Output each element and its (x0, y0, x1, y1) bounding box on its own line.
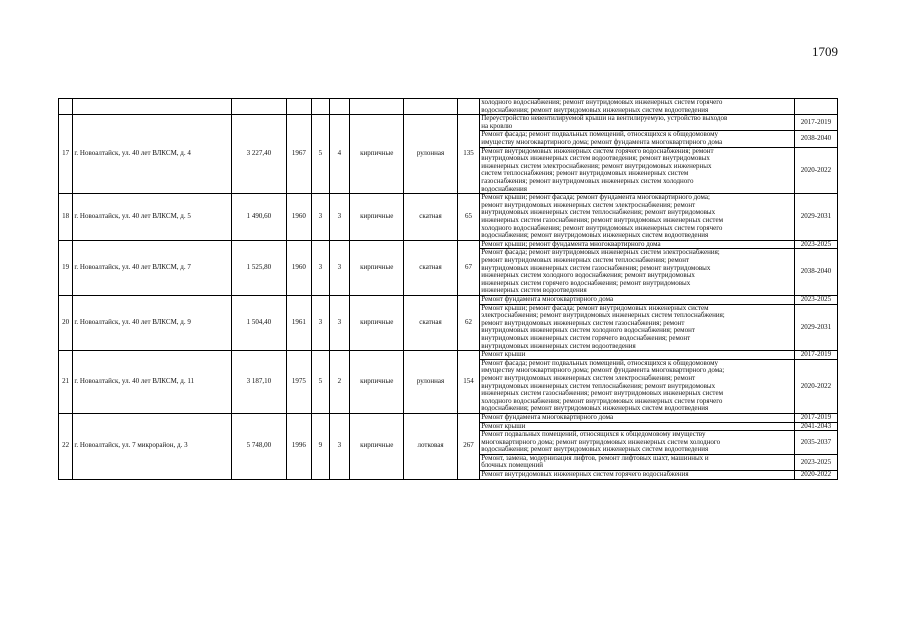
work-description-cell (480, 147, 795, 194)
table-row (59, 99, 838, 115)
work-description-line: блочных помещений (481, 461, 544, 470)
work-description-line: электроснабжения; ремонт внутридомовых инженерных систем теплоснабжения; (481, 311, 725, 320)
wall-material-cell: кирпичные (350, 194, 404, 241)
address-cell: г. Новоалтайск, ул. 40 лет ВЛКСМ, д. 7 (73, 240, 232, 295)
table-row (59, 295, 838, 304)
table-row (59, 413, 838, 422)
address-cell (73, 99, 232, 115)
work-description-line: Ремонт фасада; ремонт подвальных помещений, относящихся к общедомовому (481, 359, 719, 367)
work-description-cell (480, 413, 795, 422)
repair-period-cell (794, 99, 837, 115)
work-description-line: Ремонт крыши (481, 350, 526, 359)
row-number (59, 99, 73, 115)
residents-count-cell: 154 (457, 351, 480, 414)
work-description-line: инженерных систем газоснабжения; ремонт внутридомовых инженерных систем (481, 215, 724, 224)
work-description-cell (480, 359, 795, 413)
work-description-cell (480, 249, 795, 296)
repair-period-cell: 2017-2019 (794, 351, 837, 360)
roof-type-cell: лотковая (404, 413, 457, 479)
work-description-line: на кровлю (481, 121, 513, 130)
floors-cell: 3 (312, 194, 329, 241)
work-description-line: внутридомовых инженерных систем холодного водоснабжения; ремонт (481, 326, 695, 335)
work-description-line: Ремонт внутридомовых инженерных систем горячего водоснабжения; ремонт (481, 147, 714, 155)
residents-count-cell: 135 (457, 115, 480, 194)
work-description-line: водоснабжения; ремонт внутридомовых инженерных систем водоотведения (481, 445, 709, 454)
work-description-line: ремонт внутридомовых инженерных систем электроснабжения; ремонт (481, 373, 696, 382)
residents-count-cell: 267 (457, 413, 480, 479)
floors-cell: 9 (312, 413, 329, 479)
area-cell: 3 187,10 (232, 351, 286, 414)
work-description-line: водоснабжения; ремонт внутридомовых инженерных систем водоотведения (481, 105, 709, 114)
work-description-line: ремонт внутридомовых инженерных систем электроснабжения; ремонт (481, 200, 696, 209)
wall-material-cell: кирпичные (350, 295, 404, 350)
entrances-cell: 4 (329, 115, 350, 194)
repair-period-cell: 2029-2031 (794, 304, 837, 351)
work-description-line: Ремонт подвальных помещений, относящихся к общедомовому имуществу (481, 430, 706, 439)
work-description-line: Ремонт фасада; ремонт внутридомовых инженерных систем электроснабжения; (481, 248, 720, 257)
repair-period-cell: 2038-2040 (794, 131, 837, 147)
year-cell: 1961 (286, 295, 312, 350)
wall-material-cell: кирпичные (350, 115, 404, 194)
table-row (59, 194, 838, 241)
work-description-line: ремонт внутридомовых инженерных систем теплоснабжения; ремонт (481, 255, 690, 264)
work-description-cell (480, 131, 795, 147)
year-cell (286, 99, 312, 115)
row-number: 19 (59, 240, 73, 295)
work-description-cell (480, 99, 795, 115)
work-description-line: внутридомовых инженерных систем теплоснабжения; ремонт внутридомовых (481, 208, 716, 217)
roof-type-cell: скатная (404, 240, 457, 295)
work-description-line: систем теплоснабжения; ремонт внутридомовых инженерных систем (481, 169, 689, 178)
wall-material-cell (350, 99, 404, 115)
work-description-cell (480, 471, 795, 480)
roof-type-cell: скатная (404, 194, 457, 241)
repair-period-cell: 2029-2031 (794, 194, 837, 241)
roof-type-cell: рулонная (404, 351, 457, 414)
work-description-line: Ремонт крыши; ремонт фундамента многоквартирного дома (481, 240, 661, 248)
year-cell: 1960 (286, 194, 312, 241)
repair-period-cell: 2020-2022 (794, 147, 837, 194)
area-cell: 3 227,40 (232, 115, 286, 194)
repair-period-cell: 2020-2022 (794, 471, 837, 480)
work-description-line: холодного водоснабжения; ремонт внутридомовых инженерных систем горячего (481, 98, 723, 106)
work-description-line: внутридомовых инженерных систем горячего водоснабжения; ремонт (481, 333, 691, 342)
residents-count-cell: 65 (457, 194, 480, 241)
area-cell: 1 490,60 (232, 194, 286, 241)
year-cell: 1967 (286, 115, 312, 194)
page-number: 1709 (812, 44, 838, 59)
repair-period-cell: 2020-2022 (794, 359, 837, 413)
row-number: 20 (59, 295, 73, 350)
repair-period-cell: 2023-2025 (794, 295, 837, 304)
floors-cell: 3 (312, 295, 329, 350)
roof-type-cell: скатная (404, 295, 457, 350)
roof-type-cell (404, 99, 457, 115)
work-description-cell (480, 304, 795, 351)
work-description-line: холодного водоснабжения; ремонт внутридомовых инженерных систем горячего (481, 223, 723, 232)
repair-period-cell: 2041-2043 (794, 422, 837, 431)
table-row (59, 351, 838, 360)
entrances-cell: 3 (329, 413, 350, 479)
work-description-line: водоснабжения; ремонт внутридомовых инженерных систем водоотведения (481, 404, 709, 413)
area-cell: 5 748,00 (232, 413, 286, 479)
residents-count-cell (457, 99, 480, 115)
work-description-line: Ремонт внутридомовых инженерных систем горячего водоснабжения (481, 470, 689, 479)
entrances-cell: 2 (329, 351, 350, 414)
repair-period-cell: 2017-2019 (794, 413, 837, 422)
repair-period-cell: 2035-2037 (794, 431, 837, 455)
entrances-cell: 3 (329, 295, 350, 350)
work-description-line: Ремонт фасада; ремонт подвальных помещений, относящихся к общедомовому (481, 130, 719, 139)
floors-cell (312, 99, 329, 115)
wall-material-cell: кирпичные (350, 351, 404, 414)
work-description-line: Переустройство невентилируемой крыши на вентилируемую, устройство выходов (481, 114, 728, 123)
work-description-line: инженерных систем электроснабжения; ремонт внутридомовых инженерных (481, 161, 712, 170)
work-description-line: внутридомовых инженерных систем теплоснабжения; ремонт внутридомовых (481, 381, 716, 390)
area-cell: 1 504,40 (232, 295, 286, 350)
residents-count-cell: 67 (457, 240, 480, 295)
address-cell: г. Новоалтайск, ул. 40 лет ВЛКСМ, д. 4 (73, 115, 232, 194)
work-description-cell (480, 351, 795, 360)
floors-cell: 3 (312, 240, 329, 295)
registry-body (59, 99, 838, 480)
work-description-line: имуществу многоквартирного дома; ремонт фундамента многоквартирного дома; (481, 366, 725, 375)
work-description-cell (480, 115, 795, 131)
residents-count-cell: 62 (457, 295, 480, 350)
row-number: 17 (59, 115, 73, 194)
work-description-cell (480, 295, 795, 304)
repair-period-cell: 2023-2025 (794, 240, 837, 249)
work-description-line: инженерных систем водоотведения (481, 286, 587, 295)
address-cell: г. Новоалтайск, ул. 40 лет ВЛКСМ, д. 5 (73, 194, 232, 241)
work-description-cell (480, 194, 795, 241)
work-description-line: ремонт внутридомовых инженерных систем газоснабжения; ремонт (481, 318, 685, 327)
work-description-line: Ремонт, замена, модернизация лифтов, ремонт лифтовых шахт, машинных и (481, 454, 709, 462)
entrances-cell (329, 99, 350, 115)
roof-type-cell: рулонная (404, 115, 457, 194)
row-number: 22 (59, 413, 73, 479)
area-cell (232, 99, 286, 115)
work-description-line: Ремонт фундамента многоквартирного дома (481, 295, 614, 303)
repair-period-cell: 2023-2025 (794, 454, 837, 470)
work-description-line: водоснабжения; ремонт внутридомовых инженерных систем водоотведения (481, 231, 709, 240)
year-cell: 1960 (286, 240, 312, 295)
work-description-cell (480, 422, 795, 431)
work-description-line: инженерных систем холодного водоснабжения; ремонт внутридомовых (481, 271, 695, 280)
table-row (59, 240, 838, 249)
year-cell: 1975 (286, 351, 312, 414)
work-description-line: имуществу многоквартирного дома; ремонт фундамента многоквартирного дома (481, 137, 723, 146)
table-row (59, 115, 838, 131)
work-description-cell (480, 454, 795, 470)
floors-cell: 5 (312, 351, 329, 414)
entrances-cell: 3 (329, 194, 350, 241)
work-description-line: инженерных систем горячего водоснабжения; ремонт внутридомовых (481, 278, 691, 287)
row-number: 18 (59, 194, 73, 241)
entrances-cell: 3 (329, 240, 350, 295)
work-description-line: внутридомовых инженерных систем водоотведения; ремонт внутридомовых (481, 154, 710, 163)
work-description-cell (480, 240, 795, 249)
work-description-line: внутридомовых инженерных систем водоотведения (481, 341, 636, 350)
work-description-cell (480, 431, 795, 455)
work-description-line: Ремонт крыши; ремонт фасада; ремонт фундамента многоквартирного дома; (481, 193, 710, 202)
work-description-line: инженерных систем газоснабжения; ремонт внутридомовых инженерных систем (481, 389, 724, 398)
work-description-line: многоквартирного дома; ремонт внутридомовых инженерных систем холодного (481, 437, 721, 446)
repair-period-cell: 2017-2019 (794, 115, 837, 131)
work-description-line: Ремонт крыши (481, 422, 526, 430)
work-description-line: холодного водоснабжения; ремонт внутридомовых инженерных систем горячего (481, 396, 723, 405)
floors-cell: 5 (312, 115, 329, 194)
year-cell: 1996 (286, 413, 312, 479)
work-description-line: газоснабжения; ремонт внутридомовых инженерных систем холодного (481, 176, 694, 185)
address-cell: г. Новоалтайск, ул. 40 лет ВЛКСМ, д. 11 (73, 351, 232, 414)
work-description-line: Ремонт фундамента многоквартирного дома (481, 413, 614, 421)
repair-period-cell: 2038-2040 (794, 249, 837, 296)
work-description-line: водоснабжения (481, 184, 527, 193)
work-description-line: Ремонт крыши; ремонт фасада; ремонт внутридомовых инженерных систем (481, 304, 709, 312)
work-description-line: внутридомовых инженерных систем газоснабжения; ремонт внутридомовых (481, 263, 711, 272)
wall-material-cell: кирпичные (350, 413, 404, 479)
row-number: 21 (59, 351, 73, 414)
address-cell: г. Новоалтайск, ул. 7 микрорайон, д. 3 (73, 413, 232, 479)
area-cell: 1 525,80 (232, 240, 286, 295)
capital-repair-registry-table (58, 98, 838, 480)
address-cell: г. Новоалтайск, ул. 40 лет ВЛКСМ, д. 9 (73, 295, 232, 350)
wall-material-cell: кирпичные (350, 240, 404, 295)
